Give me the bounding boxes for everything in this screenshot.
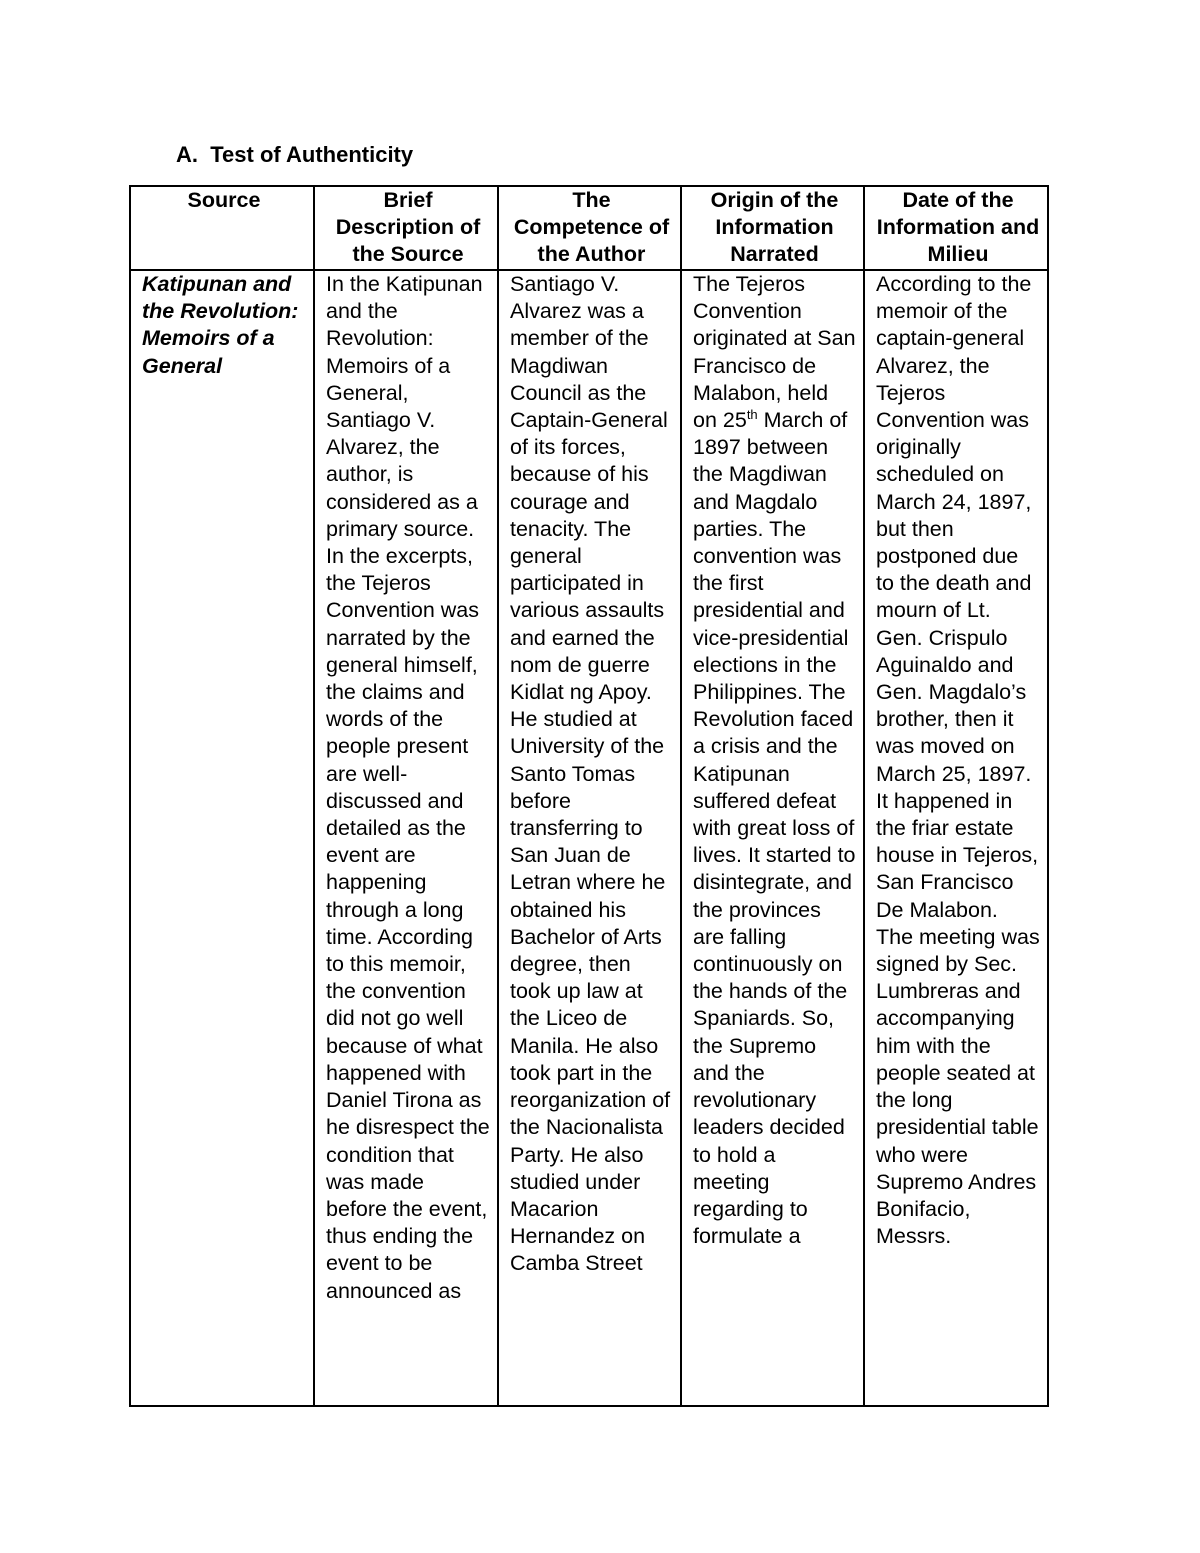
origin-text-part-1: The Tejeros Convention originated at San Francisco de Malabon, held on 25 <box>693 272 856 433</box>
header-date-milieu: Date of the Information and Milieu <box>864 186 1048 270</box>
cell-source <box>130 270 314 1406</box>
date-milieu-text: According to the memoir of the captain-general Alvarez, the Tejeros Convention was originally scheduled on March 24, 1897, but then postponed due to the death and mourn of Lt. Gen. Crispulo Aguinaldo and Gen. Magdalo’s brother, then it was moved on March 25, 1897. It happened in the friar estate house in Tejeros, San Francisco De Malabon. The meeting was signed by Sec. Lumbreras and accompanying him with the people seated at the long presidential table who were Supremo Andres Bonifacio, Messrs. <box>876 272 1040 1249</box>
section-heading: A. Test of Authenticity <box>176 142 414 167</box>
cell-description <box>314 270 498 1406</box>
cell-origin <box>681 270 864 1406</box>
header-origin: Origin of the Information Narrated <box>681 186 864 270</box>
header-source: Source <box>130 186 314 270</box>
origin-text-part-2: March of 1897 between the Magdiwan and Magdalo parties. The convention was the first presidential and vice-presidential elections in the Philippines. The Revolution faced a crisis and the Katipunan suffered defeat with great loss of lives. It started to disintegrate, and the provinces are falling continuously on the hands of the Spaniards. So, the Supremo and the revolutionary leaders decided to hold a meeting regarding to formulate a <box>693 408 856 1249</box>
table-header-row <box>130 186 1048 270</box>
competence-text: Santiago V. Alvarez was a member of the Magdiwan Council as the Captain-General of its forces, because of his courage and tenacity. The general participated in various assaults and earned the nom de guerre Kidlat ng Apoy. He studied at University of the Santo Tomas before transferring to San Juan de Letran where he obtained his Bachelor of Arts degree, then took up law at the Liceo de Manila. He also took part in the reorganization of the Nacionalista Party. He also studied under Macarion Hernandez on Camba Street <box>510 272 671 1276</box>
source-title: Katipunan and the Revolution: Memoirs of a General <box>142 272 299 378</box>
ordinal-suffix: th <box>746 406 758 422</box>
description-text: In the Katipunan and the Revolution: Memoirs of a General, Santiago V. Alvarez, the author, is considered as a primary source. In the excerpts, the Tejeros Convention was narrated by the general himself, the claims and words of the people present are well-discussed and detailed as the event are happening through a long time. According to this memoir, the convention did not go well because of what happened with Daniel Tirona as he disrespect the condition that was made before the event, thus ending the event to be announced as <box>326 272 490 1303</box>
header-competence: The Competence of the Author <box>498 186 681 270</box>
table-row <box>130 270 1048 1406</box>
authenticity-table <box>129 185 1049 1407</box>
header-brief-description: Brief Description of the Source <box>314 186 498 270</box>
origin-text <box>693 271 856 1403</box>
cell-competence <box>498 270 681 1406</box>
cell-date-milieu <box>864 270 1048 1406</box>
